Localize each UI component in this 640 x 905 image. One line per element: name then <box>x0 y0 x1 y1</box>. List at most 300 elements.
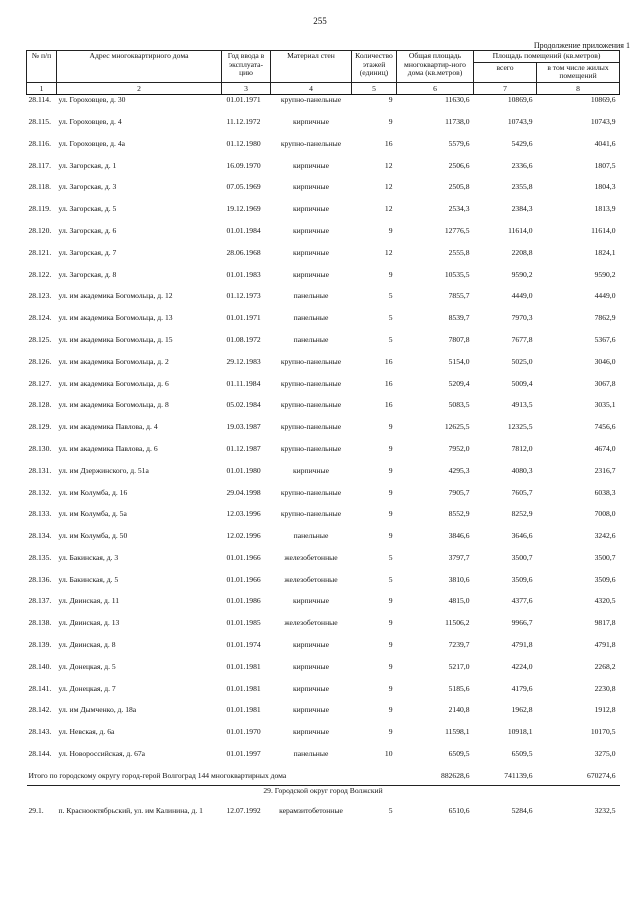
cell-address: ул. Загорская, д. 8 <box>58 269 117 279</box>
cell-floors: 9 <box>388 640 393 650</box>
cell-year: 01.01.1985 <box>226 618 261 628</box>
cell-address: ул. Двинская, д. 8 <box>58 640 116 650</box>
cell-year: 01.01.1971 <box>226 313 261 323</box>
cell-address: п. Краснооктябрьский, ул. им Калинина, д. 1 <box>58 805 203 815</box>
cell-floors: 9 <box>388 509 393 519</box>
cell-address: ул. Загорская, д. 5 <box>58 204 117 214</box>
cell-num: 28.140. <box>28 661 52 671</box>
cell-address: ул. им Колумба, д. 16 <box>58 487 128 497</box>
cell-num: 28.121. <box>28 247 52 257</box>
section-title: 29. Городской округ город Волжский <box>27 785 620 800</box>
cell-address: ул. Невская, д. 6а <box>58 727 115 737</box>
table-row <box>27 95 620 117</box>
header-floors: Количество этажей (единиц) <box>352 51 397 83</box>
cell-address: ул. Гороховцев, д. 4 <box>58 116 122 126</box>
cell-num: 28.117. <box>28 160 51 170</box>
header-premises-group: Площадь помещений (кв.метров) <box>474 51 620 63</box>
cell-floors: 9 <box>388 727 393 737</box>
cell-total-area: 6509,5 <box>448 749 470 759</box>
cell-premises-living: 10869,6 <box>590 95 616 105</box>
cell-total-area: 11630,6 <box>445 95 470 105</box>
cell-num: 28.128. <box>28 400 52 410</box>
cell-premises-all: 4449,0 <box>511 291 533 301</box>
cell-total-area: 2534,3 <box>448 204 470 214</box>
cell-total-area: 3797,7 <box>448 552 470 562</box>
cell-material: керамзитобетонные <box>279 805 343 815</box>
cell-material: кирпичные <box>292 640 330 650</box>
cell-material: крупно-панельные <box>280 138 342 148</box>
cell-total-area: 11506,2 <box>445 618 470 628</box>
cell-floors: 5 <box>388 805 393 815</box>
header-num: № п/п <box>27 51 57 83</box>
cell-address: ул. им академика Богомольца, д. 2 <box>58 356 169 366</box>
cell-premises-all: 3509,6 <box>511 574 533 584</box>
cell-floors: 9 <box>388 705 393 715</box>
table-row <box>27 117 620 139</box>
table-row <box>27 575 620 597</box>
cell-material: крупно-панельные <box>280 356 342 366</box>
table-row <box>27 139 620 161</box>
cell-num: 28.138. <box>28 618 52 628</box>
cell-num: 28.135. <box>28 552 52 562</box>
cell-year: 01.01.1974 <box>226 640 261 650</box>
cell-material: кирпичные <box>292 705 330 715</box>
cell-premises-all: 4913,5 <box>511 400 533 410</box>
cell-premises-living: 10170,5 <box>590 727 616 737</box>
cell-premises-living: 1912,8 <box>594 705 616 715</box>
cell-address: ул. им академика Богомольца, д. 8 <box>58 400 169 410</box>
table-row <box>27 248 620 270</box>
cell-floors: 5 <box>388 291 393 301</box>
header-year: Год ввода в эксплуата-цию <box>222 51 271 83</box>
cell-premises-living: 4320,5 <box>594 596 616 606</box>
cell-num: 28.116. <box>28 138 51 148</box>
table-row <box>27 727 620 749</box>
column-number: 5 <box>352 83 397 95</box>
cell-floors: 9 <box>388 618 393 628</box>
cell-premises-living: 3242,6 <box>594 531 616 541</box>
continuation-note: Продолжение приложения 1 <box>533 41 630 50</box>
cell-floors: 5 <box>388 313 393 323</box>
cell-year: 29.04.1998 <box>226 487 261 497</box>
column-number: 4 <box>271 83 352 95</box>
total-label: Итого по городскому округу город-герой Волгоград 144 многоквартирных дома <box>28 770 287 780</box>
table-row <box>27 357 620 379</box>
cell-num: 28.127. <box>28 378 52 388</box>
cell-year: 01.01.1981 <box>226 683 261 693</box>
cell-total-area: 12625,5 <box>444 422 470 432</box>
cell-premises-all: 10743,9 <box>507 116 533 126</box>
cell-year: 01.12.1980 <box>226 138 261 148</box>
cell-premises-living: 4449,0 <box>594 291 616 301</box>
cell-num: 28.132. <box>28 487 52 497</box>
cell-total-area: 4815,0 <box>448 596 470 606</box>
cell-premises-all: 2384,3 <box>511 204 533 214</box>
cell-total-area: 10535,5 <box>444 269 470 279</box>
cell-premises-all: 3646,6 <box>511 531 533 541</box>
cell-year: 12.07.1992 <box>226 805 261 815</box>
cell-total-area: 7952,0 <box>448 443 470 453</box>
cell-material: кирпичные <box>292 269 330 279</box>
cell-address: ул. Гороховцев, д. 4а <box>58 138 126 148</box>
cell-floors: 12 <box>384 182 393 192</box>
cell-total-area: 6510,6 <box>448 805 470 815</box>
table-row <box>27 204 620 226</box>
cell-floors: 9 <box>388 465 393 475</box>
table-row <box>27 379 620 401</box>
cell-year: 16.09.1970 <box>226 160 261 170</box>
table-row <box>27 313 620 335</box>
cell-total-area: 5209,4 <box>448 378 470 388</box>
header-total-area: Общая площадь многоквартир-ного дома (кв.метров) <box>397 51 474 83</box>
table-row <box>27 662 620 684</box>
cell-premises-all: 7970,3 <box>511 313 533 323</box>
cell-num: 28.143. <box>28 727 52 737</box>
cell-address: ул. Донецкая, д. 5 <box>58 661 116 671</box>
table-row <box>27 182 620 204</box>
cell-num: 28.126. <box>28 356 52 366</box>
cell-address: ул. им Колумба, д. 5а <box>58 509 127 519</box>
cell-material: железобетонные <box>284 574 338 584</box>
cell-floors: 9 <box>388 531 393 541</box>
table-row <box>27 466 620 488</box>
apartment-buildings-table <box>26 50 620 815</box>
cell-num: 28.123. <box>28 291 52 301</box>
cell-floors: 10 <box>384 749 393 759</box>
cell-premises-all: 3500,7 <box>511 552 533 562</box>
cell-premises-all: 7677,8 <box>511 334 533 344</box>
cell-total-area: 7239,7 <box>448 640 470 650</box>
cell-premises-living: 2268,2 <box>594 661 616 671</box>
cell-address: ул. им академика Богомольца, д. 15 <box>58 334 173 344</box>
cell-premises-living: 9817,8 <box>594 618 616 628</box>
header-material: Материал стен <box>271 51 352 83</box>
cell-floors: 9 <box>388 116 393 126</box>
cell-address: ул. им Дымченко, д. 18а <box>58 705 137 715</box>
cell-premises-living: 3500,7 <box>594 552 616 562</box>
cell-num: 28.133. <box>28 509 52 519</box>
cell-premises-living: 3275,0 <box>594 749 616 759</box>
cell-premises-living: 3509,6 <box>594 574 616 584</box>
cell-address: ул. им академика Богомольца, д. 13 <box>58 313 173 323</box>
cell-year: 01.01.1966 <box>226 552 261 562</box>
cell-year: 01.01.1981 <box>226 705 261 715</box>
table-row <box>27 422 620 444</box>
cell-premises-all: 2336,6 <box>511 160 533 170</box>
cell-year: 11.12.1972 <box>226 116 261 126</box>
table-row <box>27 335 620 357</box>
column-number: 2 <box>57 83 222 95</box>
cell-premises-all: 12325,5 <box>507 422 533 432</box>
cell-num: 28.129. <box>28 422 52 432</box>
cell-total-area: 12776,5 <box>444 225 470 235</box>
table-row <box>27 618 620 640</box>
cell-total-area: 5154,0 <box>448 356 470 366</box>
cell-premises-living: 3067,8 <box>594 378 616 388</box>
cell-floors: 9 <box>388 422 393 432</box>
cell-floors: 12 <box>384 247 393 257</box>
cell-address: ул. Загорская, д. 6 <box>58 225 117 235</box>
cell-premises-all: 4377,6 <box>511 596 533 606</box>
cell-premises-living: 5367,6 <box>594 334 616 344</box>
cell-total-area: 3810,6 <box>448 574 470 584</box>
cell-num: 28.124. <box>28 313 52 323</box>
cell-total-area: 4295,3 <box>448 465 470 475</box>
table-row <box>27 553 620 575</box>
cell-premises-living: 6038,3 <box>594 487 616 497</box>
cell-material: кирпичные <box>292 225 330 235</box>
cell-address: ул. им Дзержинского, д. 51а <box>58 465 149 475</box>
header-premises-living: в том числе жилых помещений <box>537 62 620 82</box>
cell-year: 12.02.1996 <box>226 531 261 541</box>
cell-material: кирпичные <box>292 683 330 693</box>
cell-premises-all: 5025,0 <box>511 356 533 366</box>
column-number: 6 <box>397 83 474 95</box>
cell-floors: 9 <box>388 487 393 497</box>
column-number: 1 <box>27 83 57 95</box>
total-total-area: 882628,6 <box>441 770 470 780</box>
cell-num: 28.137. <box>28 596 52 606</box>
cell-total-area: 8552,9 <box>448 509 470 519</box>
cell-total-area: 2140,8 <box>448 705 470 715</box>
cell-num: 28.122. <box>28 269 52 279</box>
cell-premises-living: 1807,5 <box>594 160 616 170</box>
cell-premises-living: 1824,1 <box>594 247 616 257</box>
cell-premises-all: 5429,6 <box>511 138 533 148</box>
cell-floors: 9 <box>388 269 393 279</box>
cell-premises-living: 2316,7 <box>594 465 616 475</box>
cell-material: кирпичные <box>292 204 330 214</box>
cell-floors: 9 <box>388 683 393 693</box>
table-row <box>27 596 620 618</box>
cell-total-area: 11738,0 <box>445 116 470 126</box>
cell-premises-all: 11614,0 <box>508 225 533 235</box>
cell-floors: 9 <box>388 596 393 606</box>
cell-material: крупно-панельные <box>280 422 342 432</box>
cell-address: ул. Гороховцев, д. 30 <box>58 95 126 105</box>
cell-total-area: 2506,6 <box>448 160 470 170</box>
cell-num: 28.130. <box>28 443 52 453</box>
table-row <box>27 226 620 248</box>
cell-floors: 9 <box>388 661 393 671</box>
cell-premises-all: 8252,9 <box>511 509 533 519</box>
cell-num: 28.131. <box>28 465 52 475</box>
table-row <box>27 705 620 727</box>
cell-year: 29.12.1983 <box>226 356 261 366</box>
cell-num: 28.142. <box>28 705 52 715</box>
cell-floors: 16 <box>384 138 393 148</box>
cell-floors: 5 <box>388 574 393 584</box>
cell-num: 28.120. <box>28 225 52 235</box>
cell-year: 01.01.1981 <box>226 661 261 671</box>
cell-premises-living: 7008,0 <box>594 509 616 519</box>
cell-year: 07.05.1969 <box>226 182 261 192</box>
cell-year: 01.08.1972 <box>226 334 261 344</box>
cell-material: железобетонные <box>284 552 338 562</box>
cell-premises-all: 9966,7 <box>511 618 533 628</box>
cell-premises-all: 4179,6 <box>511 683 533 693</box>
cell-floors: 5 <box>388 334 393 344</box>
cell-address: ул. Загорская, д. 7 <box>58 247 117 257</box>
cell-material: крупно-панельные <box>280 400 342 410</box>
cell-address: ул. Двинская, д. 13 <box>58 618 120 628</box>
cell-material: кирпичные <box>292 661 330 671</box>
cell-premises-all: 2355,8 <box>511 182 533 192</box>
cell-year: 01.01.1986 <box>226 596 261 606</box>
column-number: 7 <box>474 83 537 95</box>
cell-floors: 9 <box>388 225 393 235</box>
cell-total-area: 5217,0 <box>448 661 470 671</box>
cell-premises-all: 4224,0 <box>511 661 533 671</box>
cell-premises-living: 1804,3 <box>594 182 616 192</box>
cell-year: 01.01.1997 <box>226 749 261 759</box>
cell-address: ул. им академика Павлова, д. 4 <box>58 422 158 432</box>
cell-address: ул. им академика Богомольца, д. 12 <box>58 291 173 301</box>
cell-material: кирпичные <box>292 182 330 192</box>
cell-premises-all: 9590,2 <box>511 269 533 279</box>
cell-year: 28.06.1968 <box>226 247 261 257</box>
cell-num: 28.141. <box>28 683 52 693</box>
cell-material: панельные <box>293 313 329 323</box>
cell-premises-all: 7605,7 <box>511 487 533 497</box>
cell-floors: 9 <box>388 443 393 453</box>
table-row <box>27 509 620 531</box>
cell-floors: 12 <box>384 204 393 214</box>
table-row <box>27 400 620 422</box>
cell-material: крупно-панельные <box>280 95 342 105</box>
cell-total-area: 7905,7 <box>448 487 470 497</box>
page-number: 255 <box>313 16 327 26</box>
cell-address: ул. Загорская, д. 1 <box>58 160 117 170</box>
cell-material: кирпичные <box>292 465 330 475</box>
cell-premises-all: 10918,1 <box>507 727 533 737</box>
cell-num: 28.144. <box>28 749 52 759</box>
cell-premises-living: 10743,9 <box>590 116 616 126</box>
header-premises-all: всего <box>474 62 537 82</box>
cell-premises-living: 1813,9 <box>594 204 616 214</box>
cell-premises-all: 6509,5 <box>511 749 533 759</box>
table-row <box>27 749 620 771</box>
cell-num: 28.139. <box>28 640 52 650</box>
cell-material: панельные <box>293 749 329 759</box>
cell-floors: 5 <box>388 552 393 562</box>
cell-year: 01.11.1984 <box>226 378 261 388</box>
table-row <box>27 640 620 662</box>
table-row <box>27 488 620 510</box>
cell-floors: 16 <box>384 356 393 366</box>
cell-premises-living: 9590,2 <box>594 269 616 279</box>
cell-material: крупно-панельные <box>280 378 342 388</box>
column-number: 8 <box>537 83 620 95</box>
cell-year: 01.01.1966 <box>226 574 261 584</box>
cell-premises-all: 5009,4 <box>511 378 533 388</box>
cell-total-area: 2505,8 <box>448 182 470 192</box>
cell-premises-all: 7812,0 <box>511 443 533 453</box>
cell-material: кирпичные <box>292 596 330 606</box>
cell-year: 12.03.1996 <box>226 509 261 519</box>
header-address: Адрес многоквартирного дома <box>57 51 222 83</box>
cell-premises-living: 7862,9 <box>594 313 616 323</box>
cell-premises-all: 10869,6 <box>507 95 533 105</box>
cell-premises-living: 3046,0 <box>594 356 616 366</box>
cell-premises-living: 11614,0 <box>591 225 616 235</box>
cell-floors: 16 <box>384 378 393 388</box>
cell-premises-living: 4041,6 <box>594 138 616 148</box>
cell-premises-all: 5284,6 <box>511 805 533 815</box>
cell-material: крупно-панельные <box>280 443 342 453</box>
cell-floors: 12 <box>384 160 393 170</box>
cell-year: 01.01.1971 <box>226 95 261 105</box>
cell-num: 28.125. <box>28 334 52 344</box>
cell-address: ул. им академика Павлова, д. 6 <box>58 443 158 453</box>
cell-premises-living: 3232,5 <box>594 805 616 815</box>
cell-premises-living: 2230,8 <box>594 683 616 693</box>
cell-premises-all: 4080,3 <box>511 465 533 475</box>
cell-total-area: 5579,6 <box>448 138 470 148</box>
cell-total-area: 5185,6 <box>448 683 470 693</box>
table-row <box>27 270 620 292</box>
cell-total-area: 7855,7 <box>448 291 470 301</box>
cell-material: кирпичные <box>292 247 330 257</box>
table-row <box>27 684 620 706</box>
table-row <box>27 531 620 553</box>
cell-floors: 9 <box>388 95 393 105</box>
cell-year: 01.01.1983 <box>226 269 261 279</box>
cell-premises-all: 4791,8 <box>511 640 533 650</box>
cell-material: кирпичные <box>292 727 330 737</box>
cell-material: панельные <box>293 334 329 344</box>
cell-floors: 16 <box>384 400 393 410</box>
cell-num: 28.118. <box>28 182 51 192</box>
cell-address: ул. Бакинская, д. 5 <box>58 574 119 584</box>
cell-year: 05.02.1984 <box>226 400 261 410</box>
cell-total-area: 5083,5 <box>448 400 470 410</box>
cell-address: ул. им академика Богомольца, д. 6 <box>58 378 169 388</box>
cell-year: 01.01.1980 <box>226 465 261 475</box>
cell-address: ул. Загорская, д. 3 <box>58 182 117 192</box>
cell-year: 19.03.1987 <box>226 422 261 432</box>
table-row <box>27 291 620 313</box>
cell-material: панельные <box>293 531 329 541</box>
cell-total-area: 3846,6 <box>448 531 470 541</box>
cell-material: железобетонные <box>284 618 338 628</box>
cell-address: ул. им Колумба, д. 50 <box>58 531 128 541</box>
cell-material: кирпичные <box>292 160 330 170</box>
cell-num: 28.119. <box>28 204 51 214</box>
cell-year: 01.12.1973 <box>226 291 261 301</box>
cell-total-area: 8539,7 <box>448 313 470 323</box>
cell-num: 29.1. <box>28 805 44 815</box>
table-row <box>27 161 620 183</box>
cell-premises-living: 3035,1 <box>594 400 616 410</box>
cell-premises-all: 2208,8 <box>511 247 533 257</box>
cell-num: 28.134. <box>28 531 52 541</box>
cell-address: ул. Донецкая, д. 7 <box>58 683 116 693</box>
cell-premises-living: 7456,6 <box>594 422 616 432</box>
cell-num: 28.136. <box>28 574 52 584</box>
cell-num: 28.115. <box>28 116 51 126</box>
cell-year: 01.12.1987 <box>226 443 261 453</box>
cell-premises-all: 1962,8 <box>511 705 533 715</box>
cell-total-area: 11598,1 <box>445 727 470 737</box>
column-number: 3 <box>222 83 271 95</box>
cell-year: 01.01.1970 <box>226 727 261 737</box>
cell-total-area: 2555,8 <box>448 247 470 257</box>
cell-total-area: 7807,8 <box>448 334 470 344</box>
total-premises-living: 670274,6 <box>587 770 616 780</box>
cell-premises-living: 4674,0 <box>594 443 616 453</box>
cell-year: 19.12.1969 <box>226 204 261 214</box>
